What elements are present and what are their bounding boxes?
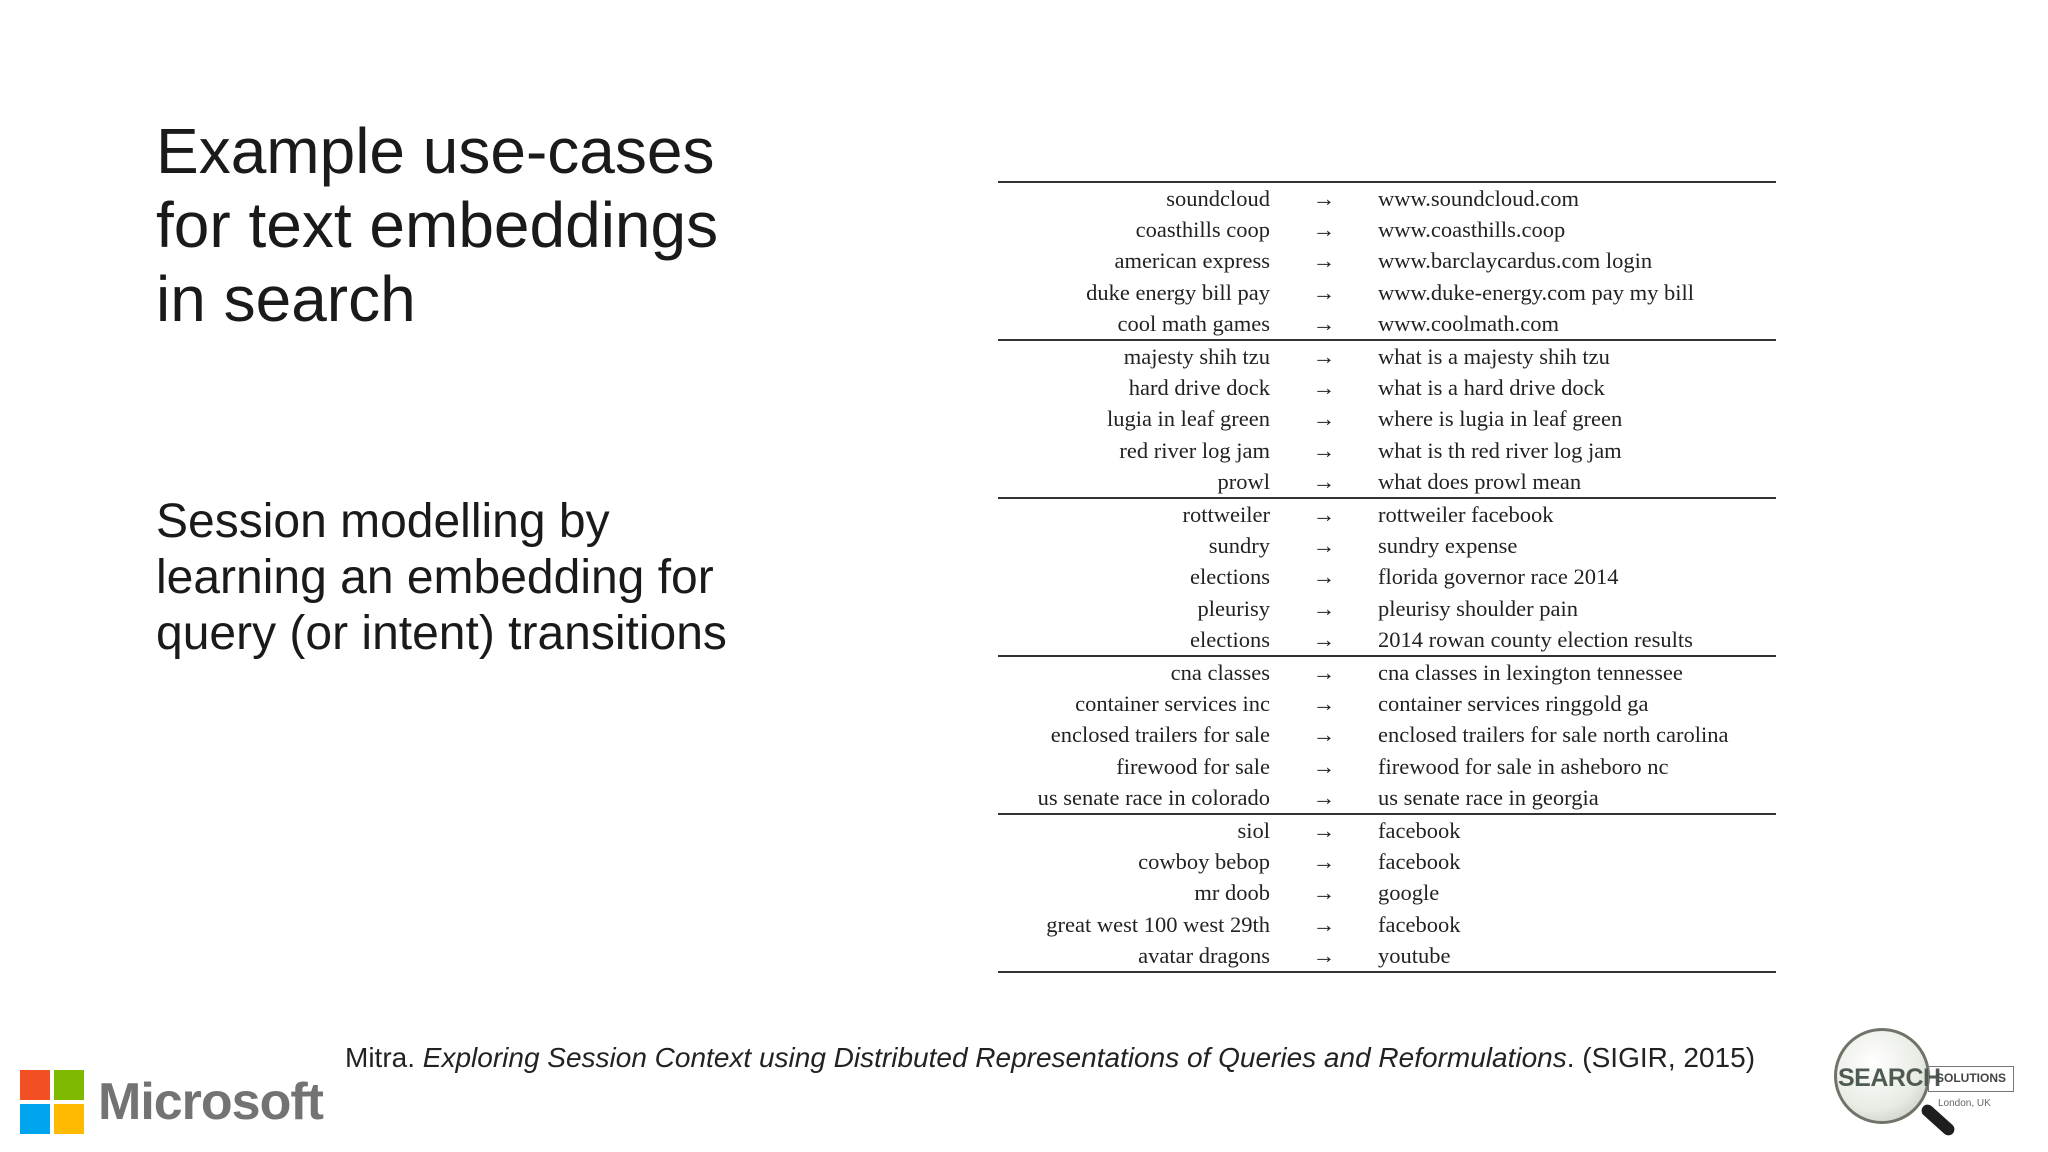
transition-group [998,498,1776,656]
transition-arrow-icon: → [1312,595,1336,621]
source-query: lugia in leaf green [1106,406,1270,432]
table-row [998,372,1776,403]
microsoft-wordmark: Microsoft [98,1073,323,1131]
table-row [998,688,1776,719]
transition-arrow-icon: → [1312,660,1336,686]
transition-arrow-icon: → [1312,533,1336,559]
target-query: enclosed trailers for sale north carolina [1378,722,1729,748]
table-row [998,719,1776,750]
citation-author: Mitra. [345,1042,423,1073]
subtitle-line: Session modelling by [156,495,610,548]
title-line: in search [156,263,416,335]
source-query: siol [1237,818,1270,844]
logo-square-red [20,1070,50,1100]
transition-arrow-icon: → [1312,564,1336,590]
source-query: pleurisy [1197,595,1270,621]
transition-group [998,182,1776,340]
source-query: avatar dragons [1138,942,1270,968]
table-row [998,498,1776,530]
target-query: www.duke-energy.com pay my bill [1378,279,1694,305]
target-query: facebook [1378,911,1461,937]
table-row [998,909,1776,940]
transition-arrow-icon: → [1312,722,1336,748]
logo-place-text: London, UK [1938,1098,1991,1109]
transition-arrow-icon: → [1312,279,1336,305]
table-row [998,245,1776,276]
logo-square-green [54,1070,84,1100]
search-solutions-logo [1826,1028,2026,1152]
target-query: where is lugia in leaf green [1378,406,1623,432]
citation-paper-title: Exploring Session Context using Distributed Representations of Queries and Reformulations [422,1042,1567,1073]
target-query: www.coasthills.coop [1378,217,1566,243]
target-query: facebook [1378,849,1461,875]
citation [345,1042,1755,1074]
source-query: container services inc [1075,691,1270,717]
target-query: pleurisy shoulder pain [1378,595,1578,621]
table-row [998,751,1776,782]
transition-arrow-icon: → [1312,248,1336,274]
target-query: rottweiler facebook [1378,502,1554,528]
source-query: cna classes [1170,660,1270,686]
microsoft-squares-icon [20,1070,84,1134]
target-query: www.soundcloud.com [1378,186,1580,211]
target-query: google [1378,880,1440,906]
source-query: hard drive dock [1128,375,1270,401]
target-query: container services ringgold ga [1378,691,1649,717]
source-query: firewood for sale [1116,753,1270,779]
table-row [998,308,1776,340]
transition-arrow-icon: → [1312,310,1336,336]
source-query: prowl [1217,468,1270,494]
transition-arrow-icon: → [1312,784,1336,810]
target-query: what is th red river log jam [1378,437,1622,463]
target-query: youtube [1378,942,1451,968]
title-line: for text embeddings [156,189,719,261]
target-query: www.barclaycardus.com login [1378,248,1653,274]
table-row [998,561,1776,592]
table-row [998,593,1776,624]
source-query: enclosed trailers for sale [1050,722,1270,748]
source-query: elections [1190,564,1270,590]
slide-title [156,114,718,336]
source-query: coasthills coop [1135,217,1270,243]
query-transition-table [998,181,1776,973]
table-row [998,466,1776,498]
query-transition-table-wrap [998,181,1776,973]
transition-arrow-icon: → [1312,880,1336,906]
transition-arrow-icon: → [1312,468,1336,494]
transition-group [998,656,1776,814]
source-query: cowboy bebop [1138,849,1270,875]
source-query: mr doob [1194,880,1270,906]
transition-arrow-icon: → [1312,406,1336,432]
table-row [998,214,1776,245]
table-row [998,656,1776,688]
target-query: 2014 rowan county election results [1378,626,1693,652]
target-query: facebook [1378,818,1461,844]
table-row [998,182,1776,214]
source-query: duke energy bill pay [1086,279,1270,305]
target-query: what is a hard drive dock [1378,375,1605,401]
transition-arrow-icon: → [1312,691,1336,717]
logo-square-blue [20,1104,50,1134]
source-query: soundcloud [1166,186,1270,211]
table-row [998,877,1776,908]
slide-subtitle [156,494,727,662]
source-query: great west 100 west 29th [1046,911,1270,937]
transition-arrow-icon: → [1312,344,1336,370]
table-row [998,277,1776,308]
logo-square-yellow [54,1104,84,1134]
table-row [998,403,1776,434]
target-query: what does prowl mean [1378,468,1582,494]
transition-group [998,814,1776,972]
transition-arrow-icon: → [1312,502,1336,528]
table-row [998,530,1776,561]
table-row [998,846,1776,877]
transition-arrow-icon: → [1312,186,1336,211]
subtitle-line: learning an embedding for [156,551,714,604]
transition-arrow-icon: → [1312,626,1336,652]
transition-arrow-icon: → [1312,217,1336,243]
table-row [998,624,1776,656]
transition-arrow-icon: → [1312,753,1336,779]
source-query: cool math games [1117,310,1270,336]
target-query: florida governor race 2014 [1378,564,1619,590]
transition-group [998,340,1776,498]
citation-venue: . (SIGIR, 2015) [1566,1042,1756,1073]
logo-solutions-text: SOLUTIONS [1928,1066,2014,1092]
transition-arrow-icon: → [1312,818,1336,844]
transition-arrow-icon: → [1312,375,1336,401]
table-row [998,940,1776,972]
target-query: cna classes in lexington tennessee [1378,660,1683,686]
target-query: firewood for sale in asheboro nc [1378,753,1669,779]
transition-arrow-icon: → [1312,849,1336,875]
source-query: us senate race in colorado [1037,784,1270,810]
transition-arrow-icon: → [1312,942,1336,968]
table-row [998,435,1776,466]
table-row [998,340,1776,372]
target-query: sundry expense [1378,533,1518,559]
source-query: rottweiler [1182,502,1270,528]
subtitle-line: query (or intent) transitions [156,607,727,660]
logo-search-text: SEARCH [1838,1064,1941,1092]
target-query: www.coolmath.com [1378,310,1559,336]
microsoft-logo [20,1070,323,1134]
source-query: red river log jam [1119,437,1270,463]
transition-arrow-icon: → [1312,911,1336,937]
table-row [998,782,1776,814]
target-query: us senate race in georgia [1378,784,1599,810]
source-query: majesty shih tzu [1123,344,1270,370]
source-query: elections [1190,626,1270,652]
source-query: sundry [1208,533,1270,559]
source-query: american express [1114,248,1270,274]
table-row [998,814,1776,846]
target-query: what is a majesty shih tzu [1378,344,1610,370]
title-line: Example use-cases [156,115,715,187]
transition-arrow-icon: → [1312,437,1336,463]
